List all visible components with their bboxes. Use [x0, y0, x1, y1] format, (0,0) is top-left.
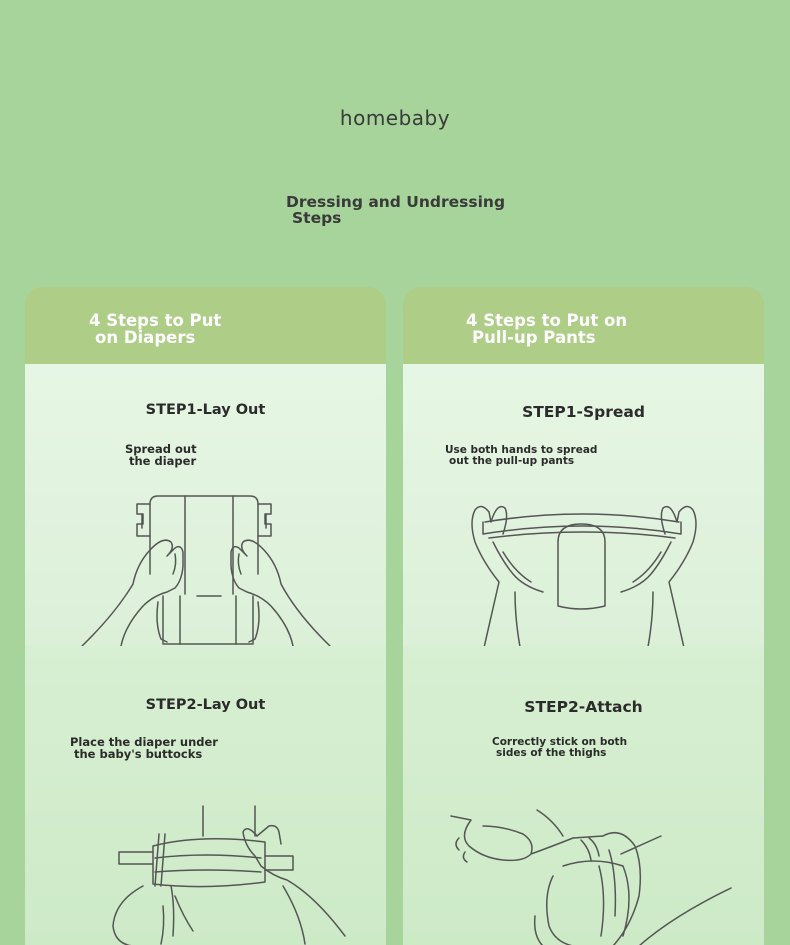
step-description-line1: Use both hands to spread [445, 444, 598, 456]
panel-title-line1: 4 Steps to Put [89, 311, 222, 330]
step-title: STEP1-Spread [522, 403, 645, 421]
step-description-line1: Place the diaper under [70, 735, 218, 749]
step-description [70, 736, 218, 760]
step-title: STEP2-Attach [524, 698, 643, 716]
step-description-line2: out the pull-up pants [449, 455, 575, 467]
step-title: STEP1-Lay Out [145, 402, 266, 418]
panel-title-line2: on Diapers [95, 328, 196, 347]
page-title-line2: Steps [292, 209, 342, 227]
step-description [445, 445, 597, 467]
panel-header [25, 287, 386, 364]
page-title [286, 194, 546, 226]
step-description-line2: sides of the thighs [496, 747, 607, 759]
step-description [492, 737, 627, 759]
step-description-line2: the diaper [129, 454, 197, 468]
panel-title [89, 312, 221, 346]
step-card [25, 646, 386, 945]
page-title-line1: Dressing and Undressing [286, 193, 506, 211]
step-description-line1: Correctly stick on both [492, 736, 628, 748]
panel-title-line2: Pull-up Pants [472, 328, 596, 347]
step-card [403, 646, 764, 945]
panel-title-line1: 4 Steps to Put on [466, 311, 628, 330]
diaper-under-baby-illustration [25, 786, 386, 945]
hands-spreading-pull-up-pants-illustration [403, 482, 764, 652]
panel-pull-up-pants [403, 287, 764, 945]
panel-diapers [25, 287, 386, 945]
pull-up-pants-on-baby-illustration [403, 766, 764, 945]
panel-header [403, 287, 764, 364]
step-description-line2: the baby's buttocks [74, 747, 203, 761]
step-description [125, 443, 197, 467]
step-description-line1: Spread out [125, 442, 197, 456]
step-title: STEP2-Lay Out [145, 697, 266, 713]
step-card [25, 364, 386, 646]
step-card [403, 364, 764, 646]
brand-logo: homebaby [339, 106, 451, 130]
panel-title [466, 312, 627, 346]
hands-spreading-diaper-illustration [25, 484, 386, 649]
